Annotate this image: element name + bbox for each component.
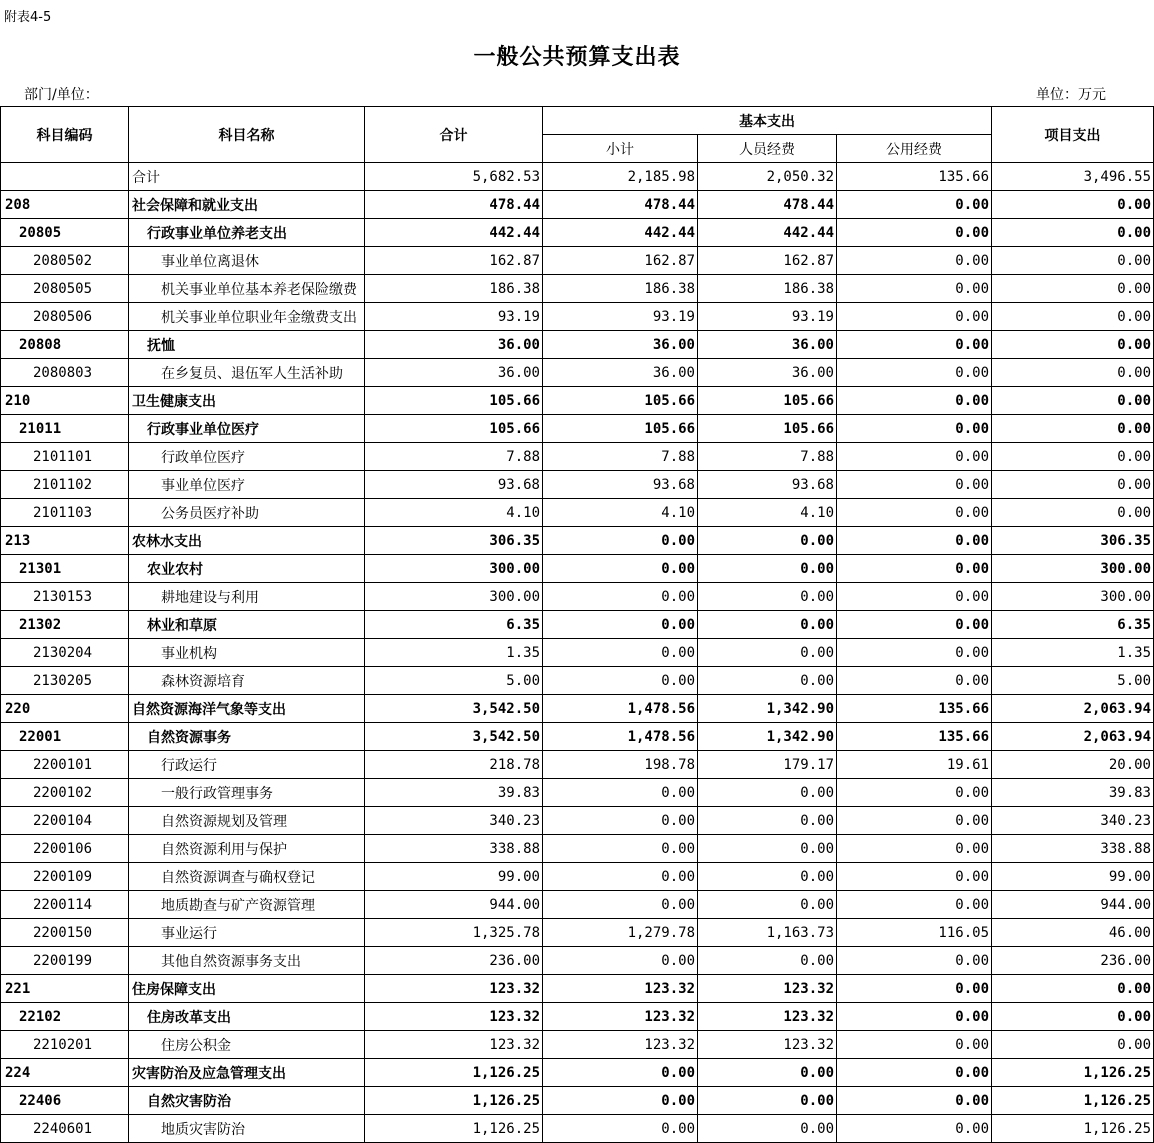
row-code: 2080502 (1, 247, 129, 275)
row-name: 自然资源调查与确权登记 (129, 863, 365, 891)
row-name: 自然灾害防治 (129, 1087, 365, 1115)
row-project: 39.83 (992, 779, 1154, 807)
row-total: 1,126.25 (365, 1059, 543, 1087)
row-subtotal: 4.10 (543, 499, 698, 527)
row-code: 2240601 (1, 1115, 129, 1143)
row-public: 0.00 (837, 779, 992, 807)
row-code: 2130204 (1, 639, 129, 667)
table-row (1, 359, 1154, 387)
row-total: 6.35 (365, 611, 543, 639)
row-name: 行政事业单位养老支出 (129, 219, 365, 247)
row-project: 0.00 (992, 387, 1154, 415)
row-name: 行政事业单位医疗 (129, 415, 365, 443)
table-row (1, 471, 1154, 499)
row-total: 105.66 (365, 387, 543, 415)
row-code: 21011 (1, 415, 129, 443)
row-total: 3,542.50 (365, 695, 543, 723)
row-code: 2101102 (1, 471, 129, 499)
row-name: 林业和草原 (129, 611, 365, 639)
row-personnel: 2,050.32 (698, 163, 837, 191)
row-subtotal: 186.38 (543, 275, 698, 303)
row-subtotal: 0.00 (543, 667, 698, 695)
row-public: 0.00 (837, 1003, 992, 1031)
row-total: 39.83 (365, 779, 543, 807)
row-subtotal: 1,478.56 (543, 695, 698, 723)
col-header-code: 科目编码 (1, 107, 129, 163)
table-row (1, 583, 1154, 611)
row-code: 2200102 (1, 779, 129, 807)
row-personnel: 123.32 (698, 975, 837, 1003)
row-name: 卫生健康支出 (129, 387, 365, 415)
row-personnel: 36.00 (698, 331, 837, 359)
attachment-label: 附表4-5 (4, 10, 52, 25)
row-total: 4.10 (365, 499, 543, 527)
row-project: 3,496.55 (992, 163, 1154, 191)
row-project: 0.00 (992, 499, 1154, 527)
row-name: 合计 (129, 163, 365, 191)
table-row (1, 527, 1154, 555)
row-name: 在乡复员、退伍军人生活补助 (129, 359, 365, 387)
row-project: 20.00 (992, 751, 1154, 779)
row-code: 2080803 (1, 359, 129, 387)
table-row (1, 303, 1154, 331)
row-name: 行政单位医疗 (129, 443, 365, 471)
row-personnel: 123.32 (698, 1003, 837, 1031)
table-row (1, 443, 1154, 471)
table-row (1, 947, 1154, 975)
row-public: 0.00 (837, 527, 992, 555)
row-personnel: 0.00 (698, 835, 837, 863)
row-subtotal: 0.00 (543, 611, 698, 639)
row-total: 36.00 (365, 359, 543, 387)
row-project: 2,063.94 (992, 695, 1154, 723)
row-personnel: 0.00 (698, 583, 837, 611)
row-name: 一般行政管理事务 (129, 779, 365, 807)
row-subtotal: 0.00 (543, 863, 698, 891)
row-code: 2200106 (1, 835, 129, 863)
row-name: 自然资源海洋气象等支出 (129, 695, 365, 723)
row-subtotal: 123.32 (543, 975, 698, 1003)
row-public: 135.66 (837, 723, 992, 751)
row-personnel: 162.87 (698, 247, 837, 275)
row-public: 0.00 (837, 639, 992, 667)
row-subtotal: 36.00 (543, 359, 698, 387)
row-total: 340.23 (365, 807, 543, 835)
row-total: 123.32 (365, 1031, 543, 1059)
row-public: 0.00 (837, 1059, 992, 1087)
page-title: 一般公共预算支出表 (473, 44, 681, 70)
row-project: 99.00 (992, 863, 1154, 891)
row-code: 2080506 (1, 303, 129, 331)
row-name: 住房保障支出 (129, 975, 365, 1003)
row-code: 2200114 (1, 891, 129, 919)
row-personnel: 0.00 (698, 807, 837, 835)
row-public: 116.05 (837, 919, 992, 947)
row-public: 0.00 (837, 835, 992, 863)
row-name: 自然资源规划及管理 (129, 807, 365, 835)
row-total: 93.19 (365, 303, 543, 331)
row-subtotal: 0.00 (543, 639, 698, 667)
row-public: 0.00 (837, 387, 992, 415)
row-name: 住房改革支出 (129, 1003, 365, 1031)
row-project: 2,063.94 (992, 723, 1154, 751)
row-public: 0.00 (837, 555, 992, 583)
row-code: 213 (1, 527, 129, 555)
row-name: 住房公积金 (129, 1031, 365, 1059)
row-public: 0.00 (837, 331, 992, 359)
table-row (1, 415, 1154, 443)
table-row (1, 219, 1154, 247)
row-code: 2200104 (1, 807, 129, 835)
row-name: 灾害防治及应急管理支出 (129, 1059, 365, 1087)
table-row (1, 695, 1154, 723)
table-row (1, 807, 1154, 835)
row-project: 0.00 (992, 331, 1154, 359)
row-personnel: 0.00 (698, 891, 837, 919)
row-subtotal: 0.00 (543, 891, 698, 919)
table-row (1, 891, 1154, 919)
table-row (1, 751, 1154, 779)
row-public: 0.00 (837, 443, 992, 471)
row-code: 2210201 (1, 1031, 129, 1059)
row-public: 0.00 (837, 667, 992, 695)
col-header-personnel: 人员经费 (698, 135, 837, 163)
row-code: 22001 (1, 723, 129, 751)
row-subtotal: 1,279.78 (543, 919, 698, 947)
row-personnel: 1,342.90 (698, 723, 837, 751)
row-project: 5.00 (992, 667, 1154, 695)
row-public: 0.00 (837, 415, 992, 443)
row-total: 99.00 (365, 863, 543, 891)
row-total: 442.44 (365, 219, 543, 247)
col-header-basic: 基本支出 (543, 107, 992, 135)
row-total: 162.87 (365, 247, 543, 275)
row-name: 耕地建设与利用 (129, 583, 365, 611)
row-personnel: 478.44 (698, 191, 837, 219)
row-subtotal: 478.44 (543, 191, 698, 219)
row-personnel: 1,163.73 (698, 919, 837, 947)
row-project: 1,126.25 (992, 1059, 1154, 1087)
row-public: 0.00 (837, 359, 992, 387)
row-total: 3,542.50 (365, 723, 543, 751)
row-total: 123.32 (365, 1003, 543, 1031)
row-public: 0.00 (837, 807, 992, 835)
table-row (1, 863, 1154, 891)
row-personnel: 36.00 (698, 359, 837, 387)
row-name: 农林水支出 (129, 527, 365, 555)
row-personnel: 0.00 (698, 527, 837, 555)
row-total: 7.88 (365, 443, 543, 471)
row-total: 1.35 (365, 639, 543, 667)
row-personnel: 0.00 (698, 779, 837, 807)
row-total: 186.38 (365, 275, 543, 303)
row-public: 0.00 (837, 891, 992, 919)
row-project: 340.23 (992, 807, 1154, 835)
table-row (1, 331, 1154, 359)
row-personnel: 442.44 (698, 219, 837, 247)
row-total: 1,126.25 (365, 1087, 543, 1115)
row-name: 社会保障和就业支出 (129, 191, 365, 219)
budget-table (0, 106, 1154, 1143)
row-total: 5.00 (365, 667, 543, 695)
row-public: 0.00 (837, 191, 992, 219)
row-project: 0.00 (992, 359, 1154, 387)
row-code: 2101103 (1, 499, 129, 527)
row-total: 1,126.25 (365, 1115, 543, 1143)
row-personnel: 1,342.90 (698, 695, 837, 723)
col-header-total: 合计 (365, 107, 543, 163)
row-public: 0.00 (837, 863, 992, 891)
table-row (1, 611, 1154, 639)
row-total: 36.00 (365, 331, 543, 359)
row-public: 0.00 (837, 611, 992, 639)
row-total: 338.88 (365, 835, 543, 863)
row-subtotal: 0.00 (543, 527, 698, 555)
row-total: 93.68 (365, 471, 543, 499)
row-subtotal: 93.19 (543, 303, 698, 331)
row-code: 2200109 (1, 863, 129, 891)
row-project: 0.00 (992, 1031, 1154, 1059)
row-subtotal: 0.00 (543, 947, 698, 975)
row-subtotal: 123.32 (543, 1003, 698, 1031)
unit-label: 单位：万元 (1036, 87, 1106, 103)
row-project: 1,126.25 (992, 1087, 1154, 1115)
row-subtotal: 105.66 (543, 387, 698, 415)
row-total: 123.32 (365, 975, 543, 1003)
row-public: 0.00 (837, 975, 992, 1003)
row-code: 2200101 (1, 751, 129, 779)
row-personnel: 0.00 (698, 555, 837, 583)
row-public: 0.00 (837, 275, 992, 303)
row-subtotal: 0.00 (543, 1087, 698, 1115)
row-name: 公务员医疗补助 (129, 499, 365, 527)
table-body (1, 163, 1154, 1143)
row-code: 210 (1, 387, 129, 415)
row-subtotal: 105.66 (543, 415, 698, 443)
table-row (1, 667, 1154, 695)
row-name: 森林资源培育 (129, 667, 365, 695)
row-project: 0.00 (992, 247, 1154, 275)
row-code: 224 (1, 1059, 129, 1087)
table-row (1, 1003, 1154, 1031)
table-row (1, 1087, 1154, 1115)
row-name: 地质灾害防治 (129, 1115, 365, 1143)
row-name: 机关事业单位职业年金缴费支出 (129, 303, 365, 331)
row-total: 1,325.78 (365, 919, 543, 947)
row-project: 944.00 (992, 891, 1154, 919)
row-personnel: 123.32 (698, 1031, 837, 1059)
col-header-project: 项目支出 (992, 107, 1154, 163)
row-public: 0.00 (837, 1031, 992, 1059)
row-personnel: 0.00 (698, 1087, 837, 1115)
row-public: 0.00 (837, 583, 992, 611)
row-code: 208 (1, 191, 129, 219)
row-total: 306.35 (365, 527, 543, 555)
row-personnel: 0.00 (698, 611, 837, 639)
row-personnel: 186.38 (698, 275, 837, 303)
row-subtotal: 93.68 (543, 471, 698, 499)
col-header-name: 科目名称 (129, 107, 365, 163)
row-name: 事业单位离退休 (129, 247, 365, 275)
row-project: 338.88 (992, 835, 1154, 863)
row-subtotal: 198.78 (543, 751, 698, 779)
row-project: 0.00 (992, 1003, 1154, 1031)
row-project: 1,126.25 (992, 1115, 1154, 1143)
row-public: 135.66 (837, 695, 992, 723)
row-name: 地质勘查与矿产资源管理 (129, 891, 365, 919)
row-personnel: 0.00 (698, 947, 837, 975)
row-name: 农业农村 (129, 555, 365, 583)
row-subtotal: 123.32 (543, 1031, 698, 1059)
row-subtotal: 0.00 (543, 1115, 698, 1143)
table-row (1, 1031, 1154, 1059)
table-row (1, 639, 1154, 667)
table-row (1, 1059, 1154, 1087)
row-subtotal: 0.00 (543, 835, 698, 863)
table-row (1, 555, 1154, 583)
row-subtotal: 0.00 (543, 555, 698, 583)
table-row (1, 723, 1154, 751)
row-subtotal: 0.00 (543, 779, 698, 807)
row-public: 0.00 (837, 1087, 992, 1115)
row-project: 0.00 (992, 443, 1154, 471)
row-code: 22102 (1, 1003, 129, 1031)
row-name: 事业机构 (129, 639, 365, 667)
row-code (1, 163, 129, 191)
row-project: 0.00 (992, 471, 1154, 499)
row-subtotal: 2,185.98 (543, 163, 698, 191)
row-public: 0.00 (837, 947, 992, 975)
row-public: 0.00 (837, 247, 992, 275)
row-personnel: 179.17 (698, 751, 837, 779)
row-public: 135.66 (837, 163, 992, 191)
row-public: 0.00 (837, 499, 992, 527)
table-row (1, 835, 1154, 863)
row-code: 21302 (1, 611, 129, 639)
row-public: 0.00 (837, 471, 992, 499)
row-public: 19.61 (837, 751, 992, 779)
row-project: 0.00 (992, 191, 1154, 219)
table-row (1, 275, 1154, 303)
row-subtotal: 162.87 (543, 247, 698, 275)
row-name: 事业运行 (129, 919, 365, 947)
row-name: 事业单位医疗 (129, 471, 365, 499)
row-personnel: 0.00 (698, 667, 837, 695)
row-code: 20808 (1, 331, 129, 359)
row-project: 306.35 (992, 527, 1154, 555)
row-project: 300.00 (992, 583, 1154, 611)
row-project: 46.00 (992, 919, 1154, 947)
row-project: 1.35 (992, 639, 1154, 667)
row-project: 0.00 (992, 303, 1154, 331)
row-subtotal: 36.00 (543, 331, 698, 359)
row-total: 944.00 (365, 891, 543, 919)
row-total: 5,682.53 (365, 163, 543, 191)
row-name: 抚恤 (129, 331, 365, 359)
table-row (1, 191, 1154, 219)
row-code: 220 (1, 695, 129, 723)
table-row (1, 919, 1154, 947)
row-name: 机关事业单位基本养老保险缴费 (129, 275, 365, 303)
row-code: 221 (1, 975, 129, 1003)
row-total: 105.66 (365, 415, 543, 443)
row-personnel: 105.66 (698, 415, 837, 443)
row-subtotal: 442.44 (543, 219, 698, 247)
row-name: 行政运行 (129, 751, 365, 779)
row-code: 20805 (1, 219, 129, 247)
col-header-subtotal: 小计 (543, 135, 698, 163)
row-total: 300.00 (365, 555, 543, 583)
row-subtotal: 0.00 (543, 1059, 698, 1087)
row-code: 2200199 (1, 947, 129, 975)
row-code: 2101101 (1, 443, 129, 471)
row-project: 0.00 (992, 219, 1154, 247)
row-code: 22406 (1, 1087, 129, 1115)
table-row (1, 247, 1154, 275)
row-public: 0.00 (837, 219, 992, 247)
row-public: 0.00 (837, 1115, 992, 1143)
row-subtotal: 1,478.56 (543, 723, 698, 751)
row-personnel: 0.00 (698, 1059, 837, 1087)
row-public: 0.00 (837, 303, 992, 331)
row-name: 自然资源利用与保护 (129, 835, 365, 863)
row-project: 0.00 (992, 275, 1154, 303)
row-code: 2130153 (1, 583, 129, 611)
row-personnel: 93.68 (698, 471, 837, 499)
row-code: 21301 (1, 555, 129, 583)
row-project: 6.35 (992, 611, 1154, 639)
row-personnel: 93.19 (698, 303, 837, 331)
table-row (1, 163, 1154, 191)
row-code: 2200150 (1, 919, 129, 947)
table-row (1, 1115, 1154, 1143)
row-project: 0.00 (992, 975, 1154, 1003)
table-row (1, 387, 1154, 415)
row-personnel: 0.00 (698, 639, 837, 667)
table-row (1, 499, 1154, 527)
row-personnel: 105.66 (698, 387, 837, 415)
row-code: 2080505 (1, 275, 129, 303)
row-subtotal: 7.88 (543, 443, 698, 471)
row-total: 478.44 (365, 191, 543, 219)
row-project: 236.00 (992, 947, 1154, 975)
row-personnel: 7.88 (698, 443, 837, 471)
row-subtotal: 0.00 (543, 807, 698, 835)
row-subtotal: 0.00 (543, 583, 698, 611)
row-project: 300.00 (992, 555, 1154, 583)
row-total: 218.78 (365, 751, 543, 779)
row-personnel: 0.00 (698, 1115, 837, 1143)
row-code: 2130205 (1, 667, 129, 695)
department-label: 部门/单位： (24, 87, 99, 103)
row-name: 自然资源事务 (129, 723, 365, 751)
table-row (1, 975, 1154, 1003)
row-total: 236.00 (365, 947, 543, 975)
table-row (1, 779, 1154, 807)
row-project: 0.00 (992, 415, 1154, 443)
row-personnel: 0.00 (698, 863, 837, 891)
row-total: 300.00 (365, 583, 543, 611)
row-personnel: 4.10 (698, 499, 837, 527)
row-name: 其他自然资源事务支出 (129, 947, 365, 975)
col-header-public: 公用经费 (837, 135, 992, 163)
